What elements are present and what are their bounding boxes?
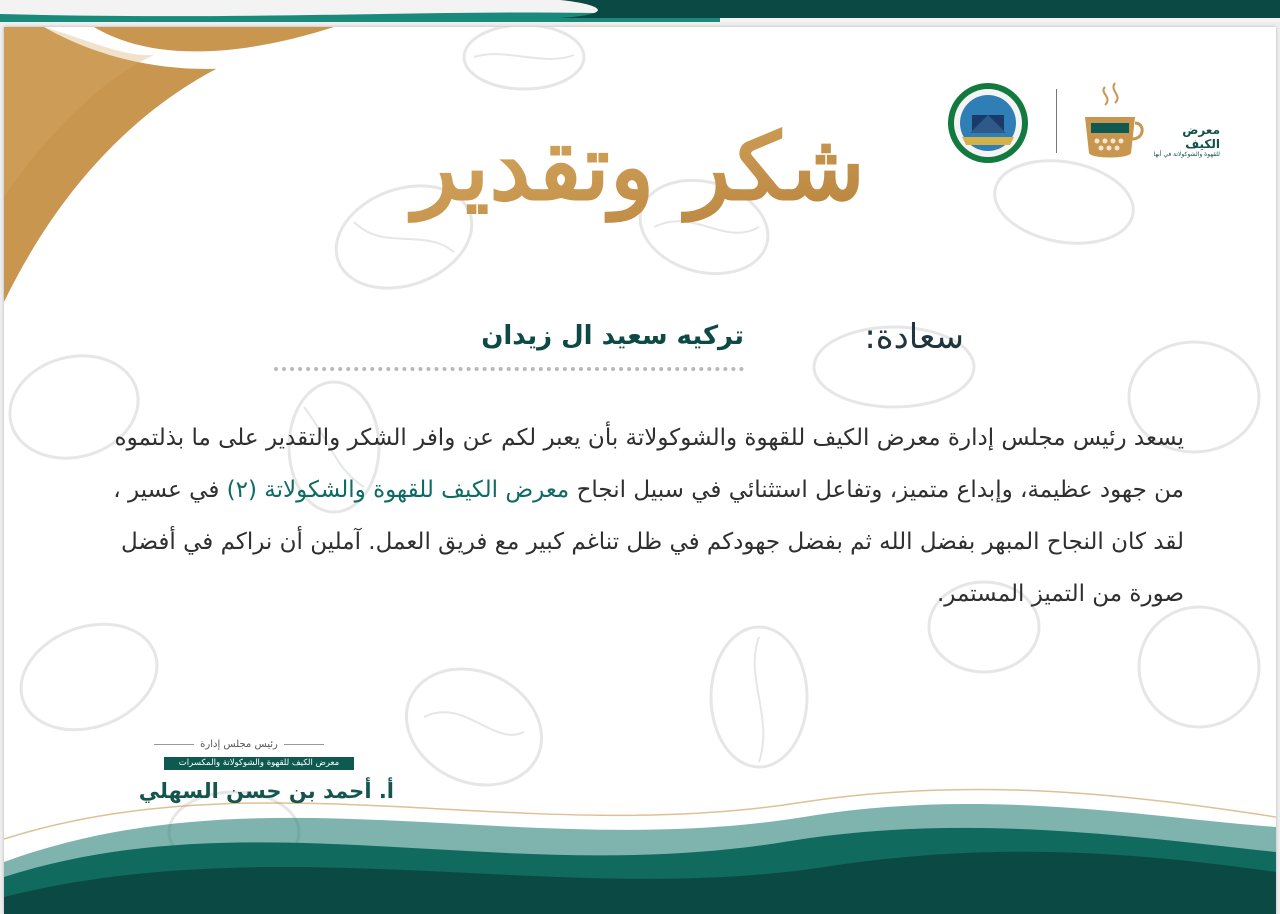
signature-title: رئيس مجلس إدارة (124, 739, 354, 750)
body-text-highlight: معرض الكيف للقهوة والشكولاتة (٢) (226, 477, 570, 503)
body-text-part2: في عسير ، لقد كان النجاح المبهر بفضل الله ثم بفضل جهودكم في ظل تناغم كبير مع فريق العمل. آملين أن نراكم في أفضل صورة من التميز المستمر. (113, 477, 1184, 607)
logos-area (934, 79, 1234, 189)
top-wave-strip (0, 0, 1280, 22)
exhibition-logo-name: معرض الكيف (1182, 123, 1220, 151)
body-paragraph (94, 412, 1184, 620)
title-calligraphy (404, 87, 874, 247)
recipient-line (274, 317, 964, 377)
certificate (4, 27, 1276, 914)
signature-organization: معرض الكيف للقهوة والشوكولاتة والمكسرات (164, 757, 354, 770)
exhibition-logo-sub: للقهوة والشوكولاتة في أبها (1153, 151, 1220, 158)
recipient-label: سعادة: (864, 317, 964, 357)
recipient-name: تركيه سعيد ال زيدان (481, 321, 744, 351)
body-text-part1: يسعد رئيس مجلس إدارة معرض الكيف للقهوة والشوكولاتة بأن يعبر لكم عن وافر الشكر والتقدير على ما بذلتموه من جهود عظيمة، وإبداع متميز، وتفاعل استثنائي في سبيل انجاح (114, 425, 1184, 503)
certificate-title: شكر وتقدير (413, 113, 865, 221)
logo-divider (1056, 89, 1057, 153)
coffee-cup-logo-icon (1079, 79, 1144, 169)
signature-name: أ. أحمد بن حسن السهلي (138, 779, 394, 803)
dotted-line (274, 357, 744, 371)
emblem-icon (946, 81, 1030, 165)
signature-block (124, 739, 394, 819)
